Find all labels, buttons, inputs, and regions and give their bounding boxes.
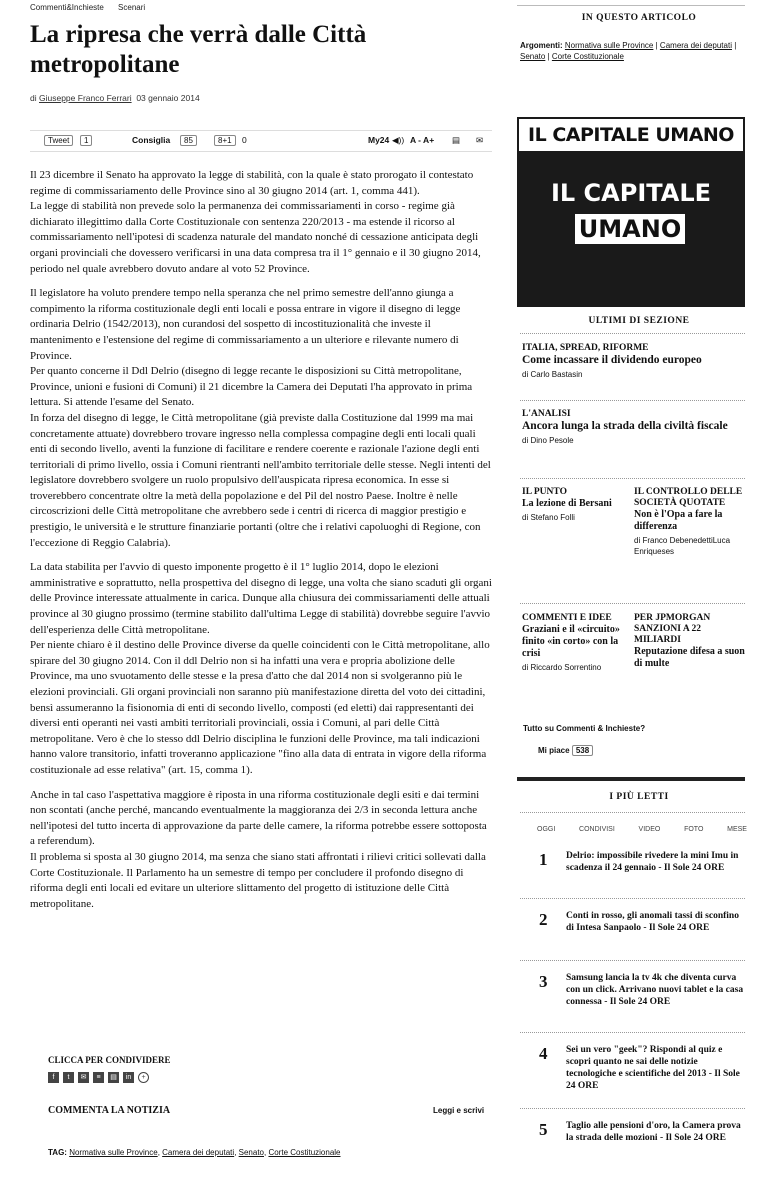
latest-item[interactable] xyxy=(522,487,622,523)
rank-number: 3 xyxy=(539,972,548,991)
like-count: 538 xyxy=(572,745,593,756)
topic-link[interactable]: Corte Costituzionale xyxy=(551,52,624,61)
latest-headline[interactable]: La lezione di Bersani xyxy=(522,498,612,509)
latest-kicker: COMMENTI E IDEE xyxy=(522,613,612,623)
most-read-heading: I PIÙ LETTI xyxy=(609,792,669,802)
share-bar xyxy=(30,130,492,152)
latest-kicker: PER JPMORGAN SANZIONI A 22 MILIARDI xyxy=(634,613,711,645)
facebook-icon[interactable]: f xyxy=(48,1072,59,1083)
paragraph: La legge di stabilità non prevede solo la permanenza dei commissariamenti in corso - regime già dichiarato illegittimo dalla Corte Costituzionale con sentenza 220/2013 - ma estende il ricorso al commissariamento nell'ipotesi di scadenza naturale del mandato nonché di cessazione anticipata degli organi provinciali che dovessero verificarsi in una data compresa tra il 1° gennaio e il 30 giugno 2014, periodo nel quale avrebbero dovuto andare al voto 52 Province. xyxy=(30,200,481,275)
paragraph: Anche in tal caso l'aspettativa maggiore è riposta in una riforma costituzionale degli esiti e dai termini non scontati (anche perché, mancando eventualmente la maggioranza dei 2/3 in seconda lettura anche nell'ipotesi del tutto incerta di approvazione da parte delle camere, la riforma potrebbe essere sottoposta a referendum). xyxy=(30,788,487,848)
topic-link[interactable]: Normativa sulle Province xyxy=(564,41,654,50)
latest-item[interactable] xyxy=(522,409,747,446)
tag-link[interactable]: Camera dei deputati xyxy=(162,1148,235,1157)
paragraph: Per niente chiaro è il destino delle Province diverse da quelle coincidenti con le Città metropolitane, allo spirare del 30 giugno 2014. Con il ddl Delrio non si ha infatti una vera e propria abolizione delle Province, ma uno svuotamento delle stesse e la presa d'atto che dal 2014 non si svolgeranno più le elezioni provinciali. Gli organi provinciali non saranno più manifestazione diretta del voto dei cittadini, bensì assumeranno la fisionomia di enti di secondo livello, composti (ed eletti) dai rappresentanti dei diversi enti operanti nei vasti ambiti territoriali provinciali, ossia i Comuni, al pari delle Città metropolitane. Vero è che lo stesso ddl Delrio disciplina le funzioni delle Province, ma tali indicazioni hanno valore transitorio, infatti troveranno applicazione "fino alla data di entrata in vigore della riforma costituzionale ad esse relativa" (art. 15, comma 1). xyxy=(30,639,490,776)
divider xyxy=(520,960,745,961)
latest-kicker: IL CONTROLLO DELLE SOCIETÀ QUOTATE xyxy=(634,487,743,508)
latest-author: di Carlo Bastasin xyxy=(522,370,583,379)
latest-item[interactable] xyxy=(634,613,746,670)
latest-kicker: L'ANALISI xyxy=(522,409,571,419)
gplus-button[interactable]: 8+1 xyxy=(214,135,236,146)
consiglia-count: 85 xyxy=(180,135,197,146)
byline-prefix: di xyxy=(30,93,37,103)
rank-text[interactable]: Conti in rosso, gli anomali tassi di sconfino di Intesa Sanpaolo - Il Sole 24 ORE xyxy=(566,911,739,933)
consiglia-button[interactable]: Consiglia xyxy=(132,135,171,145)
rank-text[interactable]: Samsung lancia la tv 4k che diventa curva con un click. Arrivano nuovi tablet e la casa connessa - Il Sole 24 ORE xyxy=(566,973,744,1007)
latest-item[interactable] xyxy=(634,487,746,557)
paragraph: Il 23 dicembre il Senato ha approvato la legge di stabilità, con la quale è stato prorogato il contestato regime di commissariamento delle Province sino al 30 giugno 2014 (art. 1, comma 441). xyxy=(30,169,474,197)
tags-label: TAG: xyxy=(48,1148,67,1157)
tab-mese[interactable]: MESE xyxy=(727,826,747,833)
latest-author: di Franco DebenedettiLuca Enriqueses xyxy=(634,536,731,556)
print-icon[interactable]: ▤ xyxy=(452,135,461,145)
breadcrumb xyxy=(30,3,157,12)
rank-text[interactable]: Delrio: impossibile rivedere la mini Imu in scadenza il 24 gennaio - Il Sole 24 ORE xyxy=(566,851,739,873)
latest-kicker: ITALIA, SPREAD, RIFORME xyxy=(522,343,649,353)
like-label: Mi piace xyxy=(538,746,570,755)
divider xyxy=(520,898,745,899)
more-icon[interactable]: + xyxy=(138,1072,149,1083)
divider xyxy=(520,603,745,604)
latest-item[interactable] xyxy=(522,343,747,380)
tweet-label: Tweet xyxy=(48,136,70,145)
all-section-link[interactable]: Tutto su Commenti & Inchieste? xyxy=(523,724,646,733)
author-link[interactable]: Giuseppe Franco Ferrari xyxy=(39,93,132,103)
latest-author: di Stefano Folli xyxy=(522,513,575,522)
tweet-count: 1 xyxy=(80,135,92,146)
tag-link[interactable]: Senato xyxy=(238,1148,264,1157)
latest-headline[interactable]: Graziani e il «circuito» finito «in corto» con la crisi xyxy=(522,624,620,659)
social-icons xyxy=(48,1072,149,1083)
like-button[interactable] xyxy=(538,746,593,755)
rank-number: 1 xyxy=(539,850,548,869)
divider xyxy=(520,333,745,334)
comment-label: COMMENTA LA NOTIZIA xyxy=(48,1105,171,1116)
tweet-button[interactable] xyxy=(44,135,73,146)
tag-link[interactable]: Normativa sulle Province xyxy=(69,1148,158,1157)
rank-text[interactable]: Sei un vero "geek"? Rispondi al quiz e scopri quanto ne sai delle notizie tecnologiche e scientifiche del 2013 - Il Sole 24 ORE xyxy=(566,1045,740,1091)
latest-headline[interactable]: Non è l'Opa a fare la differenza xyxy=(634,509,723,532)
latest-item[interactable] xyxy=(522,613,622,673)
most-read-tabs xyxy=(537,826,747,833)
rank-number: 2 xyxy=(539,910,548,929)
section-bar xyxy=(517,777,745,781)
email-icon[interactable]: ✉ xyxy=(476,135,484,145)
article-date: 03 gennaio 2014 xyxy=(136,93,200,103)
rank-number: 4 xyxy=(539,1044,548,1063)
article-body xyxy=(30,168,492,921)
tab-oggi[interactable]: OGGI xyxy=(537,826,556,833)
breadcrumb-section[interactable]: Commenti&Inchieste xyxy=(30,3,104,12)
audio-icon[interactable]: ◀)) xyxy=(392,135,405,145)
latest-headline[interactable]: Ancora lunga la strada della civiltà fiscale xyxy=(522,420,728,432)
banner-line-2: UMANO xyxy=(575,214,685,244)
latest-headline[interactable]: Come incassare il dividendo europeo xyxy=(522,354,702,366)
paragraph: Per quanto concerne il Ddl Delrio (disegno di legge recante le disposizioni su Città metropolitane, Province, unioni e fusioni di Comuni) il 21 dicembre la Camera dei Deputati l'ha approvato in prima lettura. Si attende l'esame del Senato. xyxy=(30,365,473,409)
latest-kicker: IL PUNTO xyxy=(522,487,567,497)
in-article-heading: IN QUESTO ARTICOLO xyxy=(581,13,697,23)
twitter-icon[interactable]: t xyxy=(63,1072,74,1083)
rank-number: 5 xyxy=(539,1120,548,1139)
banner-top-text: IL CAPITALE UMANO xyxy=(517,117,745,153)
article-title: La ripresa che verrà dalle Città metropolitane xyxy=(30,21,367,78)
banner-line-1: IL CAPITALE xyxy=(550,179,712,207)
share-icon[interactable]: ≡ xyxy=(93,1072,104,1083)
print-share-icon[interactable]: ▤ xyxy=(108,1072,119,1083)
tab-video[interactable]: VIDEO xyxy=(638,826,661,833)
topic-link[interactable]: Camera dei deputati xyxy=(659,41,732,50)
divider xyxy=(520,478,745,479)
gplus-count: 0 xyxy=(242,135,247,145)
latest-author: di Dino Pesole xyxy=(522,436,574,445)
latest-headline[interactable]: Reputazione difesa a suon di multe xyxy=(634,646,745,669)
byline xyxy=(30,93,200,103)
topic-link[interactable]: Senato xyxy=(520,52,546,61)
share-label: CLICCA PER CONDIVIDERE xyxy=(48,1055,171,1065)
font-size-control[interactable]: A - A+ xyxy=(410,135,435,145)
latest-author: di Riccardo Sorrentino xyxy=(522,663,602,672)
paragraph: La data stabilita per l'avvio di questo imponente progetto è il 1° luglio 2014, dopo le elezioni amministrative e soprattutto, nella prospettiva del disegno di legge, una volta che siano scaduti gli organi delle Province interessate attualmente in carica. Dunque alla chiusura dei commissariamenti delle attuali province al 30 giugno prossimo (termine stabilito dall'ultima Legge di stabilità) dovrebbe seguire l'avvio dell'esperienza delle Città metropolitane. xyxy=(30,561,492,636)
topics: Argomenti: Normativa sulle Province | Camera dei deputati | Senato | Corte Costituzionale xyxy=(520,41,737,61)
read-write-link[interactable]: Leggi e scrivi xyxy=(433,1106,485,1115)
sidebar-divider xyxy=(517,5,745,6)
capitale-umano-banner[interactable] xyxy=(517,117,745,307)
rank-text[interactable]: Taglio alle pensioni d'oro, la Camera prova la strada delle mozioni - Il Sole 24 ORE xyxy=(566,1121,741,1143)
latest-heading: ULTIMI DI SEZIONE xyxy=(588,316,690,326)
divider xyxy=(520,812,745,813)
divider xyxy=(520,1032,745,1033)
breadcrumb-sub[interactable]: Scenari xyxy=(118,3,146,12)
email-share-icon[interactable]: ✉ xyxy=(78,1072,89,1083)
tab-foto[interactable]: FOTO xyxy=(684,826,704,833)
paragraph: Il problema si sposta al 30 giugno 2014, ma senza che siano stati affrontati i rilievi critici sollevati dalla Corte Costituzionale. Il Parlamento ha un semestre di tempo per concludere il profondo disegno di riforma degli enti locali ed evitare un ulteriore slittamento del progetto di istituzione delle Città metropolitane. xyxy=(30,850,486,910)
paragraph: In forza del disegno di legge, le Città metropolitane (già previste dalla Costituzione dal 1999 ma mai concretamente attuate) dovrebbero trovare ingresso nella complessa compagine degli enti locali quali enti di secondo livello, aventi la funzione di facilitare e rendere coerente e razionale l'azione degli enti territoriali di primo livello, ossia i Comuni rientranti nell'ambito territoriale delle stesse. Negli intenti del legislatore dovrebbero svolgere un ruolo propulsivo dell'auspicata ripresa economica. In esse si troverebbero concentrate oltre la metà della popolazione e del Pil del nostro Paese. Inoltre è nelle circoscrizioni delle Città metropolitane che avrebbero sede i centri di ricerca di maggior prestigio e prestigio, le università e le strutture finanziarie portanti (oltre che i relativi capoluoghi di Regione, con l'eccezione di Reggio Calabria). xyxy=(30,411,491,549)
divider xyxy=(520,1108,745,1109)
tab-condivisi[interactable]: CONDIVISI xyxy=(579,826,615,833)
tags: TAG: Normativa sulle Province, Camera dei deputati, Senato, Corte Costituzionale xyxy=(48,1148,341,1157)
topics-label: Argomenti: xyxy=(520,41,563,50)
linkedin-icon[interactable]: in xyxy=(123,1072,134,1083)
my24-link[interactable]: My24 xyxy=(368,135,390,145)
paragraph: Il legislatore ha voluto prendere tempo nella speranza che nel primo semestre dell'anno giunga a compimento la riforma costituzionale degli enti locali e possa entrare in vigore il disegno di legge ordinaria Delrio (1542/2013), non curandosi del sospetto di incostituzionalità che investe il mantenimento e l'estensione del regime di commissariamento a un ulteriore e rilevante numero di Province. xyxy=(30,287,461,362)
divider xyxy=(520,400,745,401)
tag-link[interactable]: Corte Costituzionale xyxy=(268,1148,341,1157)
